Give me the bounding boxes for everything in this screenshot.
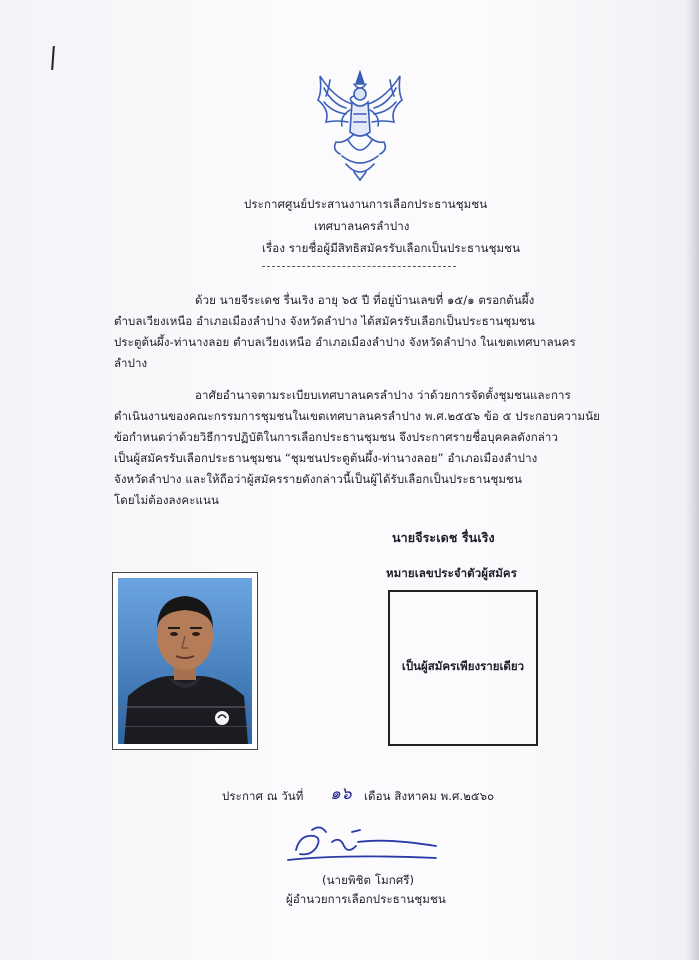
candidate-photo-frame: [112, 572, 258, 750]
paragraph1-line1: ด้วย นายจีระเดช รื่นเริง อายุ ๖๕ ปี ที่อยู่บ้านเลขที่ ๑๕/๑ ตรอกต้นผึ้ง: [195, 293, 535, 307]
paragraph2-line1: อาศัยอำนาจตามระเบียบเทศบาลนครลำปาง ว่าด้วยการจัดตั้งชุมชนและการ: [195, 388, 571, 402]
handwritten-signature: [286, 820, 446, 870]
date-prefix: ประกาศ ณ วันที่: [222, 789, 304, 803]
paragraph2-line3: ข้อกำหนดว่าด้วยวิธีการปฏิบัติในการเลือกประธานชุมชน จึงประกาศรายชื่อบุคคลดังกล่าว: [114, 430, 559, 444]
garuda-emblem-icon: [312, 70, 408, 182]
organization-name: เทศบาลนครลำปาง: [314, 219, 410, 233]
candidate-number-label: หมายเลขประจำตัวผู้สมัคร: [386, 566, 517, 580]
announcement-title: ประกาศศูนย์ประสานงานการเลือกประธานชุมชน: [244, 197, 488, 211]
pen-mark: [51, 46, 55, 70]
candidate-number-box: [388, 590, 538, 746]
paragraph2-line6: โดยไม่ต้องลงคะแนน: [114, 493, 219, 507]
title-divider: [262, 266, 456, 267]
signer-position: ผู้อำนวยการเลือกประธานชุมชน: [286, 892, 446, 906]
date-month-year: เดือน สิงหาคม พ.ศ.๒๕๖๐: [364, 789, 495, 803]
paragraph1-line2: ตำบลเวียงเหนือ อำเภอเมืองลำปาง จังหวัดลำปาง ได้สมัครรับเลือกเป็นประธานชุมชน: [114, 314, 535, 328]
candidate-name: นายจีระเดช รื่นเริง: [392, 530, 495, 545]
handwritten-day: ๑๖: [330, 784, 352, 804]
candidate-photo: [118, 578, 252, 744]
paragraph2-line2: ดำเนินงานของคณะกรรมการชุมชนในเขตเทศบาลนครลำปาง พ.ศ.๒๕๕๖ ข้อ ๕ ประกอบความนัย: [114, 409, 601, 423]
paragraph2-line5: จังหวัดลำปาง และให้ถือว่าผู้สมัครรายดังกล่าวนี้เป็นผู้ได้รับเลือกเป็นประธานชุมชน: [114, 472, 522, 486]
paragraph2-line4: เป็นผู้สมัครรับเลือกประธานชุมชน “ชุมชนประตูต้นผึ้ง-ท่านางลอย” อำเภอเมืองลำปาง: [114, 451, 538, 465]
page-edge-shadow: [685, 0, 699, 960]
paragraph1-line4: ลำปาง: [114, 356, 148, 370]
single-candidate-text: เป็นผู้สมัครเพียงรายเดียว: [401, 659, 525, 673]
paragraph1-line3: ประตูต้นผึ้ง-ท่านางลอย ตำบลเวียงเหนือ อำเภอเมืองลำปาง จังหวัดลำปาง ในเขตเทศบาลนคร: [114, 335, 576, 349]
announcement-subject: เรื่อง รายชื่อผู้มีสิทธิสมัครรับเลือกเป็นประธานชุมชน: [262, 241, 521, 255]
signer-name: (นายพิชิต โมกศรี): [322, 873, 415, 887]
